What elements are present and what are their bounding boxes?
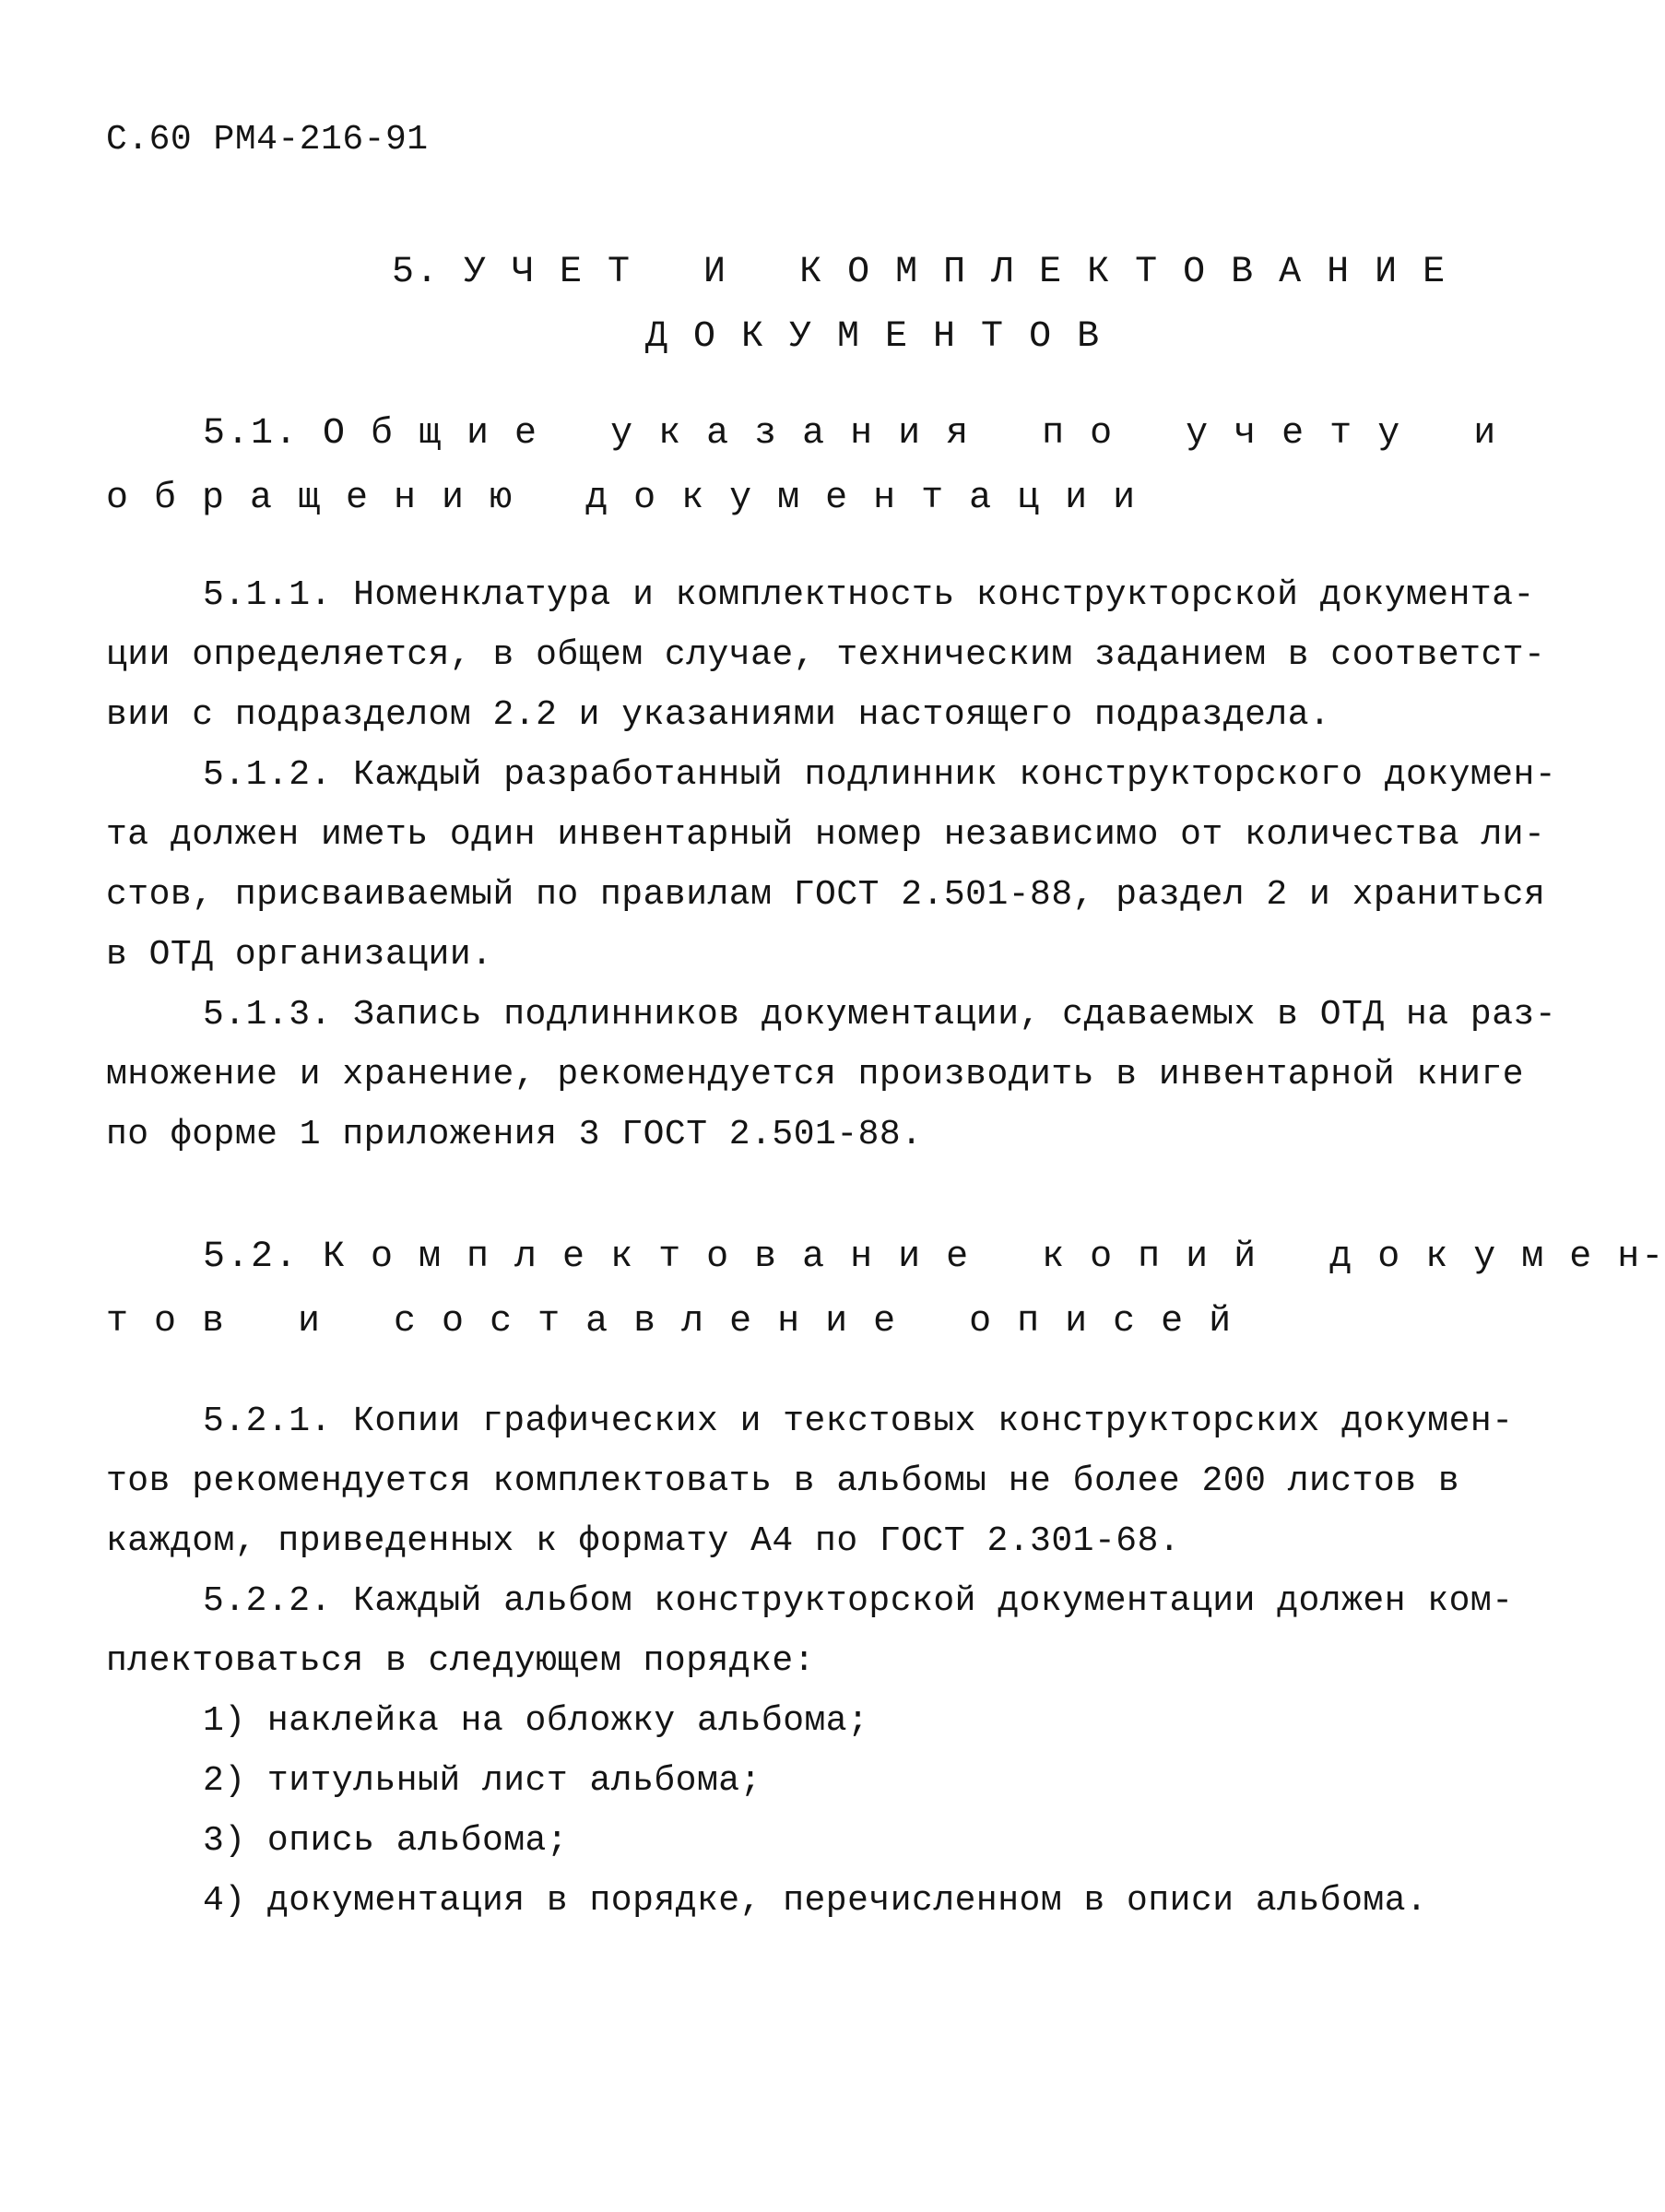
paragraph-5-1-2-line: 5.1.2. Каждый разработанный подлинник конструкторского докумен-: [203, 755, 1557, 795]
paragraph-5-1-1-line: вии с подразделом 2.2 и указаниями настоящего подраздела.: [106, 695, 1331, 735]
paragraph-5-1-3-line: множение и хранение, рекомендуется производить в инвентарной книге: [106, 1055, 1525, 1094]
paragraph-5-1-3-line: 5.1.3. Запись подлинников документации, сдаваемых в ОТД на раз-: [203, 995, 1557, 1035]
section-title-line-2: Д О К У М Е Н Т О В: [645, 316, 1102, 358]
subsection-5-1-title-line-1: 5.1. О б щ и е у к а з а н и я п о у ч е т у и: [203, 413, 1498, 455]
paragraph-5-2-2-line: 5.2.2. Каждый альбом конструкторской документации должен ком-: [203, 1581, 1514, 1621]
subsection-5-1-title-line-2: о б р а щ е н и ю д о к у м е н т а ц и и: [106, 478, 1138, 519]
paragraph-5-2-2-line: плектоваться в следующем порядке:: [106, 1641, 816, 1681]
page-header: С.60 РМ4-216-91: [106, 120, 429, 160]
paragraph-5-1-1-line: ции определяется, в общем случае, техническим заданием в соответст-: [106, 635, 1546, 675]
paragraph-5-1-2-line: та должен иметь один инвентарный номер независимо от количества ли-: [106, 815, 1546, 855]
subsection-5-2-title-line-1: 5.2. К о м п л е к т о в а н и е к о п и й д о к у м е н-: [203, 1236, 1665, 1278]
list-item: 4) документация в порядке, перечисленном в описи альбома.: [203, 1881, 1428, 1921]
paragraph-5-1-2-line: стов, присваиваемый по правилам ГОСТ 2.501-88, раздел 2 и храниться: [106, 875, 1546, 915]
list-item: 1) наклейка на обложку альбома;: [203, 1701, 869, 1741]
section-title-line-1: 5. У Ч Е Т И К О М П Л Е К Т О В А Н И Е: [392, 252, 1447, 293]
paragraph-5-2-1-line: тов рекомендуется комплектовать в альбомы не более 200 листов в: [106, 1461, 1460, 1501]
list-item: 2) титульный лист альбома;: [203, 1761, 762, 1801]
paragraph-5-1-3-line: по форме 1 приложения 3 ГОСТ 2.501-88.: [106, 1115, 923, 1154]
list-item: 3) опись альбома;: [203, 1821, 569, 1861]
paragraph-5-1-1-line: 5.1.1. Номенклатура и комплектность конструкторской документа-: [203, 575, 1535, 615]
subsection-5-2-title-line-2: т о в и с о с т а в л е н и е о п и с е й: [106, 1301, 1234, 1343]
paragraph-5-1-2-line: в ОТД организации.: [106, 935, 493, 975]
paragraph-5-2-1-line: каждом, приведенных к формату А4 по ГОСТ 2.301-68.: [106, 1521, 1181, 1561]
paragraph-5-2-1-line: 5.2.1. Копии графических и текстовых конструкторских докумен-: [203, 1402, 1514, 1441]
